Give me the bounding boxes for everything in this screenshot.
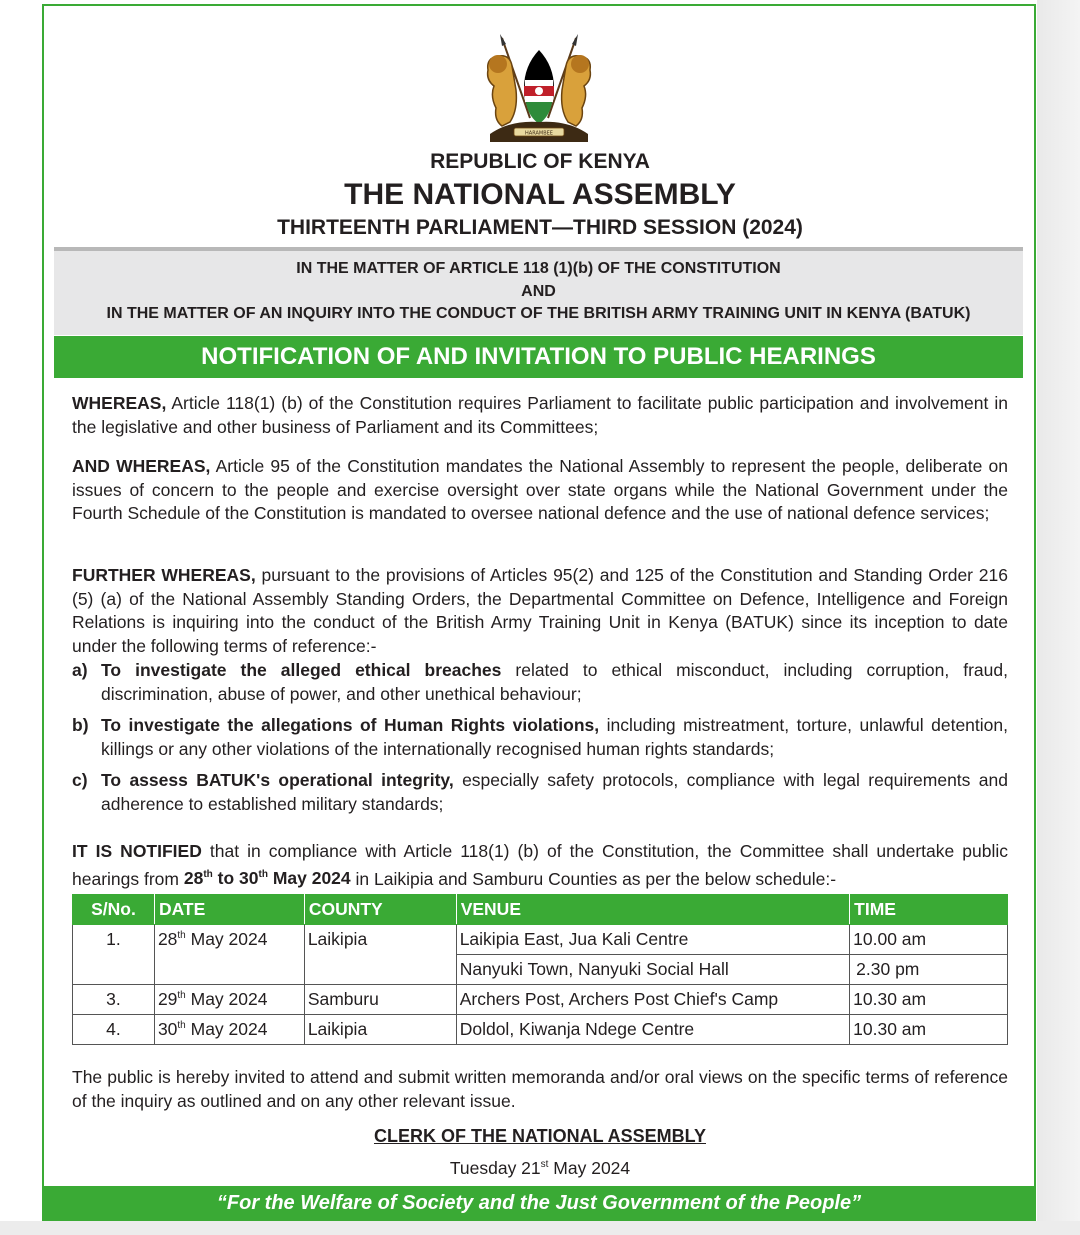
time-cell: 10.00 am (850, 925, 1008, 955)
term-bold: To investigate the allegations of Human Rights violations, (101, 715, 600, 735)
venue-cell: Doldol, Kiwanja Ndege Centre (456, 1015, 849, 1045)
matter-line-1: IN THE MATTER OF ARTICLE 118 (1)(b) OF THE CONSTITUTION (296, 260, 781, 277)
serial-cell: 4. (73, 1015, 155, 1045)
term-of-reference-a (72, 659, 1008, 706)
date-cell: 30th May 2024 (154, 1015, 304, 1045)
table-row (73, 925, 1008, 955)
county-cell: Laikipia (304, 925, 456, 985)
time-cell: 10.30 am (850, 985, 1008, 1015)
venue-cell: Archers Post, Archers Post Chief's Camp (456, 985, 849, 1015)
term-label: c) (72, 770, 88, 790)
paragraph-lead: IT IS NOTIFIED (72, 841, 202, 861)
term-of-reference-b (72, 714, 1008, 761)
paragraph-text: in Laikipia and Samburu Counties as per the below schedule:- (350, 868, 837, 889)
kenya-coat-of-arms-icon (480, 30, 598, 146)
table-row (73, 985, 1008, 1015)
matter-line-3: IN THE MATTER OF AN INQUIRY INTO THE CONDUCT OF THE BRITISH ARMY TRAINING UNIT IN KENYA (BATUK) (106, 305, 971, 322)
column-header: S/No. (73, 895, 155, 925)
column-header: TIME (850, 895, 1008, 925)
time-cell: 2.30 pm (850, 955, 1008, 985)
date-cell: 28th May 2024 (154, 925, 304, 985)
column-header: DATE (154, 895, 304, 925)
paragraph-text: Article 118(1) (b) of the Constitution requires Parliament to facilitate public participation and involvement in the legislative and other business of Parliament and its Committees; (72, 393, 1008, 437)
column-header: VENUE (456, 895, 849, 925)
paragraph-text: that in compliance with Article 118(1) (b) of the Constitution, the Committee shall undertake public hearings from (72, 841, 1008, 889)
county-cell: Laikipia (304, 1015, 456, 1045)
paragraph-notified (72, 840, 1008, 891)
venue-cell: Laikipia East, Jua Kali Centre (456, 925, 849, 955)
term-text: especially safety protocols, compliance with legal requirements and adherence to established military standards; (101, 770, 1008, 814)
paragraph-text: pursuant to the provisions of Articles 95(2) and 125 of the Constitution and Standing Order 216 (5) (a) of the National Assembly Standing Orders, the Departmental Committee on Defence, Intelligence and Foreign Relations is inquiring into the conduct of the British Army Training Unit in Kenya (BATUK) since its inception to date under the following terms of reference:- (72, 565, 1009, 656)
svg-text:HARAMBEE: HARAMBEE (525, 130, 553, 137)
paragraph-lead: AND WHEREAS, (72, 456, 211, 476)
paragraph-text: Article 95 of the Constitution mandates the National Assembly to represent the people, deliberate on issues of concern to the people and exercise oversight over state organs while the National Government under the Fourth Schedule of the Constitution is mandated to oversee national defence and the use of national defence services; (72, 456, 1008, 523)
hearing-schedule-table (72, 894, 1008, 1045)
term-text: related to ethical misconduct, including corruption, fraud, discrimination, abuse of power, and other unethical behaviour; (101, 660, 1008, 704)
date-cell: 29th May 2024 (154, 985, 304, 1015)
term-label: b) (72, 715, 89, 735)
county-cell: Samburu (304, 985, 456, 1015)
term-label: a) (72, 660, 88, 680)
serial-cell: 1. (73, 925, 155, 985)
session-heading: THIRTEENTH PARLIAMENT—THIRD SESSION (2024) (277, 216, 803, 239)
term-of-reference-c (72, 769, 1008, 816)
paragraph-and-whereas (72, 455, 1008, 526)
table-row (73, 1015, 1008, 1045)
notice-title: NOTIFICATION OF AND INVITATION TO PUBLIC HEARINGS (54, 336, 1023, 378)
term-bold: To assess BATUK's operational integrity, (101, 770, 454, 790)
closing-paragraph: The public is hereby invited to attend and submit written memoranda and/or oral views on the specific terms of reference of the inquiry as outlined and on any other relevant issue. (72, 1067, 1008, 1111)
serial-cell: 3. (73, 985, 155, 1015)
term-bold: To investigate the alleged ethical breaches (101, 660, 502, 680)
paragraph-lead: FURTHER WHEREAS, (72, 565, 256, 585)
paragraph-further-whereas (72, 564, 1008, 658)
column-header: COUNTY (304, 895, 456, 925)
republic-heading: REPUBLIC OF KENYA (430, 150, 650, 173)
table-header-row (73, 895, 1008, 925)
paragraph-lead: WHEREAS, (72, 393, 167, 413)
page-bottom-shadow (0, 1221, 1080, 1235)
motto-footer: “For the Welfare of Society and the Just Government of the People” (42, 1186, 1036, 1221)
paragraph-whereas (72, 392, 1008, 439)
time-cell: 10.30 am (850, 1015, 1008, 1045)
hearing-dates: 28th to 30th May 2024 (183, 868, 351, 889)
term-text: including mistreatment, torture, unlawful detention, killings or any other violations of the internationally recognised human rights standards; (101, 715, 1008, 759)
matter-box (54, 251, 1023, 335)
matter-line-2: AND (521, 282, 556, 300)
signature-date: Tuesday 21st May 2024 (449, 1158, 631, 1178)
venue-cell: Nanyuki Town, Nanyuki Social Hall (456, 955, 849, 985)
assembly-heading: THE NATIONAL ASSEMBLY (344, 178, 736, 211)
clerk-signature: CLERK OF THE NATIONAL ASSEMBLY (373, 1126, 706, 1146)
